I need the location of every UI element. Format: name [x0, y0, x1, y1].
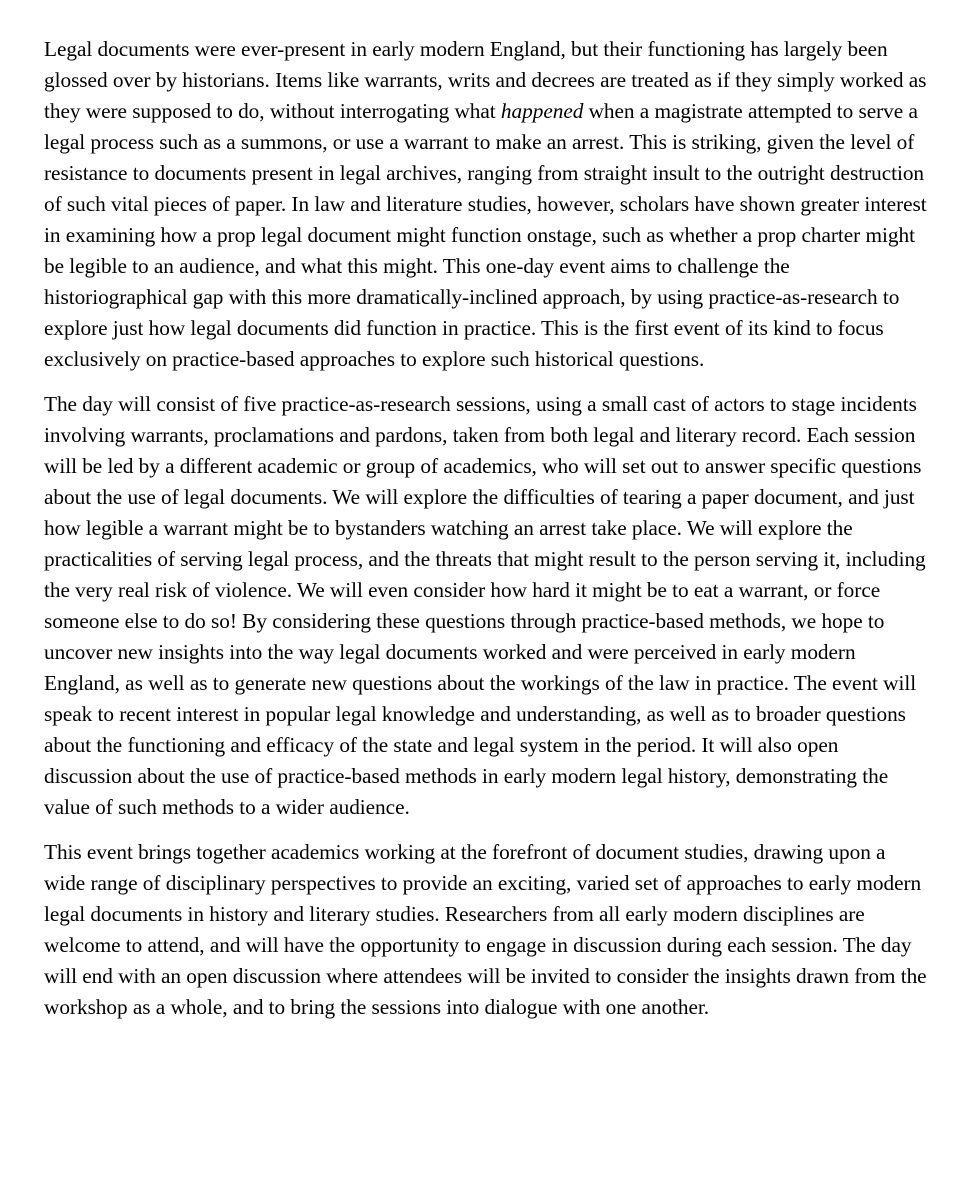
document-body	[44, 34, 928, 1037]
paragraph-intro	[44, 34, 928, 375]
paragraph-intro-text-end: when a magistrate attempted to serve a legal process such as a summons, or use a warrant to make an arrest. This is striking, given the level of resistance to documents present in legal archives, ranging from straight insult to the outright destruction of such vital pieces of paper. In law and literature studies, however, scholars have shown greater interest in examining how a prop legal document might function onstage, such as whether a prop charter might be legible to an audience, and what this might. This one-day event aims to challenge the historiographical gap with this more dramatically-inclined approach, by using practice-as-research to explore just how legal documents did function in practice. This is the first event of its kind to focus exclusively on practice-based approaches to explore such historical questions.	[44, 99, 927, 371]
paragraph-sessions: The day will consist of five practice-as-research sessions, using a small cast of actors to stage incidents involving warrants, proclamations and pardons, taken from both legal and literary record. Each session will be led by a different academic or group of academics, who will set out to answer specific questions about the use of legal documents. We will explore the difficulties of tearing a paper document, and just how legible a warrant might be to bystanders watching an arrest take place. We will explore the practicalities of serving legal process, and the threats that might result to the person serving it, including the very real risk of violence. We will even consider how hard it might be to eat a warrant, or force someone else to do so! By considering these questions through practice-based methods, we hope to uncover new insights into the way legal documents worked and were perceived in early modern England, as well as to generate new questions about the workings of the law in practice. The event will speak to recent interest in popular legal knowledge and understanding, as well as to broader questions about the functioning and efficacy of the state and legal system in the period. It will also open discussion about the use of practice-based methods in early modern legal history, demonstrating the value of such methods to a wider audience.	[44, 392, 926, 819]
paragraph-attendance: This event brings together academics working at the forefront of document studies, drawing upon a wide range of disciplinary perspectives to provide an exciting, varied set of approaches to early modern legal documents in history and literary studies. Researchers from all early modern disciplines are welcome to attend, and will have the opportunity to engage in discussion during each session. The day will end with an open discussion where attendees will be invited to consider the insights drawn from the workshop as a whole, and to bring the sessions into dialogue with one another.	[44, 840, 927, 1019]
paragraph-intro-text-start: Legal documents were ever-present in early modern England, but their functioning has largely been glossed over by historians. Items like warrants, writs and decrees are treated as if they simply worked as they were supposed to do, without interrogating what	[44, 37, 927, 123]
italic-emphasis: happened	[500, 99, 584, 123]
